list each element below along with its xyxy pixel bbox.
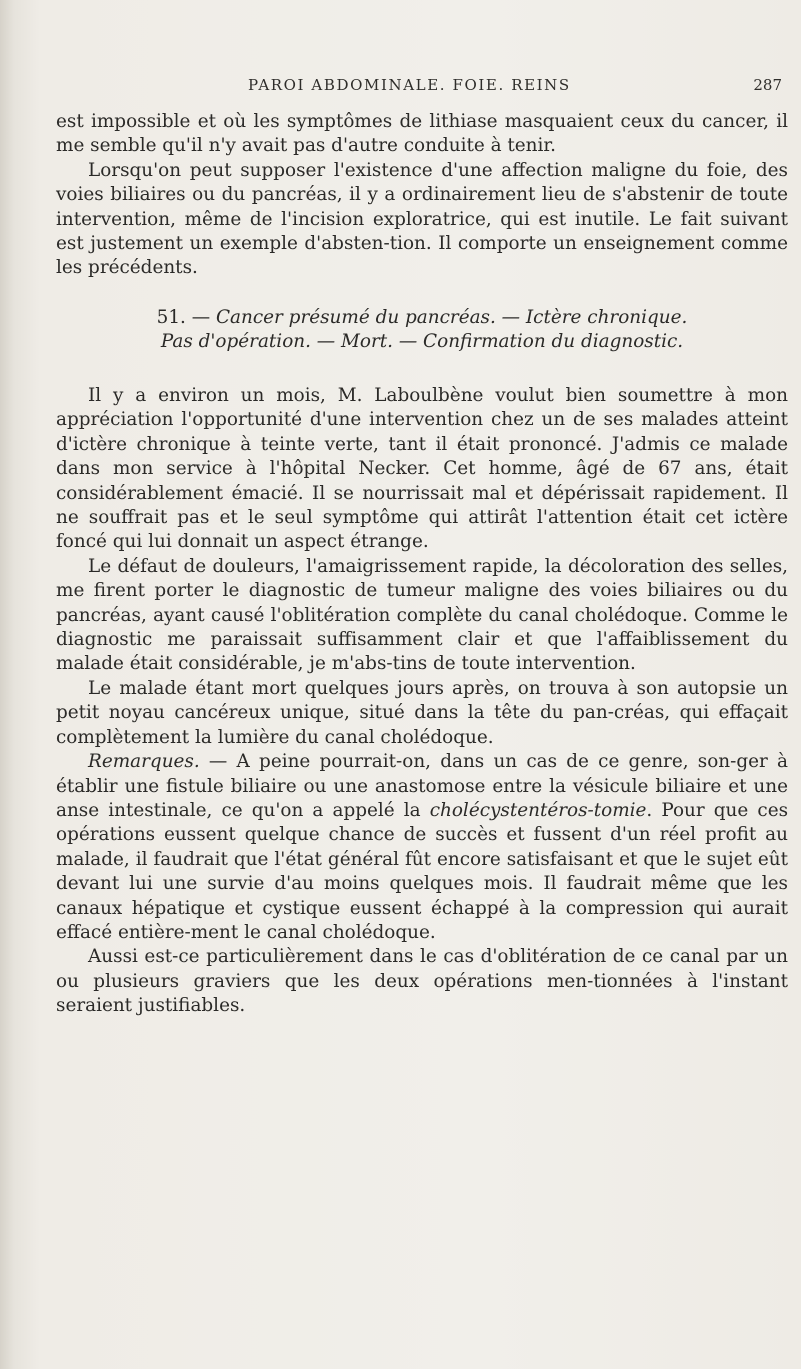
paragraph-abstention: Lorsqu'on peut supposer l'existence d'une affection maligne du foie, des voies biliaires ou du pancréas, il y a ordinairement lieu de s'abstenir de toute intervention, même de l'incision exploratrice, qui est inutile. Le fait suivant est justement un exemple d'absten-tion. Il comporte un enseignement comme les précédents. [56,159,788,279]
running-head [0,76,801,102]
paragraph-remarks [56,750,788,945]
paragraph-continuation: est impossible et où les symptômes de lithiase masquaient ceux du cancer, il me semble qu'il n'y avait pas d'autre conduite à tenir. [56,111,788,157]
paragraph-diagnosis: Le défaut de douleurs, l'amaigrissement rapide, la décoloration des selles, me firent porter le diagnostic de tumeur maligne des voies biliaires ou du pancréas, ayant causé l'oblitération complète du canal cholédoque. Comme le diagnostic me paraissait suffisamment clair et que l'affaiblissement du malade était considérable, je m'abs-tins de toute intervention. [56,555,788,675]
paragraph-history: Il y a environ un mois, M. Laboulbène voulut bien soumettre à mon appréciation l'opportunité d'une intervention chez un de ses malades atteint d'ictère chronique à teinte verte, tant il était prononcé. J'admis ce malade dans mon service à l'hôpital Necker. Cet homme, âgé de 67 ans, était considérablement émacié. Il se nourrissait mal et dépérissait rapidement. Il ne souffrait pas et le seul symptôme qui attirât l'attention était cet ictère foncé qui lui donnait un aspect étrange. [56,385,788,553]
paragraph-closing: Aussi est-ce particulièrement dans le cas d'oblitération de ce canal par un ou plusieurs graviers que les deux opérations men-tionnées à l'instant seraient justifiables. [56,946,788,1017]
case-subtitle: Pas d'opération. — Mort. — Confirmation du diagnostic. [160,331,684,353]
case-heading-line-1 [56,306,788,330]
remarks-text-1: — A peine pourrait-on, dans un cas de ce genre, son-ger à établir une fistule biliaire ou une anastomose entre la vésicule biliaire et une anse intestinale, ce qu'on a appelé la [56,751,788,821]
paragraph-autopsy: Le malade étant mort quelques jours après, on trouva à son autopsie un petit noyau cancéreux unique, situé dans la tête du pan-créas, qui effaçait complètement la lumière du canal cholédoque. [56,677,788,748]
case-text [56,384,788,1019]
remarks-text-2: . Pour que ces opérations eussent quelque chance de succès et fussent d'un réel profit au malade, il faudrait que l'état général fût encore satisfaisant et que le sujet eût devant lui une survie d'au moins quelques mois. Il faudrait même que les canaux hépatique et cystique eussent échappé à la compression qui aurait effacé entière-ment le canal cholédoque. [56,799,789,943]
case-heading [56,306,788,355]
case-title: Cancer présumé du pancréas. — Ictère chronique. [215,307,688,328]
opening-text [56,110,788,281]
page-number: 287 [753,76,782,94]
running-head-title: PAROI ABDOMINALE. FOIE. REINS [248,76,571,94]
remarks-term: cholécystentéros-tomie [429,799,647,821]
case-heading-line-2 [56,330,788,354]
case-number: 51. — [156,307,211,328]
remarks-label: Remarques. [88,751,200,773]
